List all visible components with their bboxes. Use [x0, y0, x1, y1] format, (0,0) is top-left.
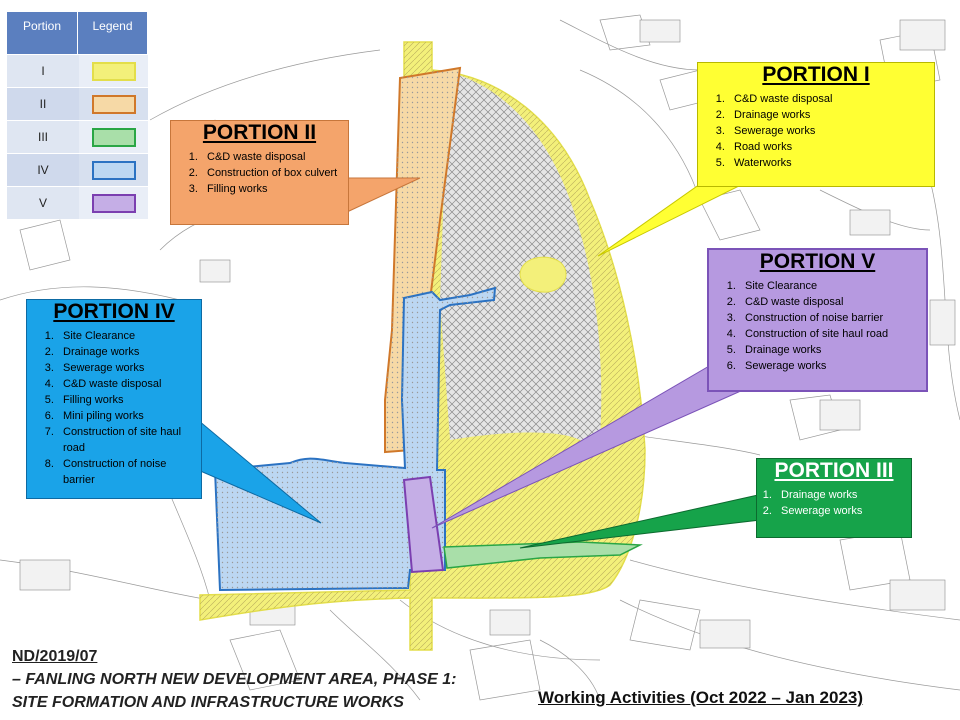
legend-row: [7, 120, 148, 153]
callout-portion-2: [170, 120, 349, 225]
list-item: 7. Construction of site haul road: [57, 424, 201, 456]
project-title-line-1: – FANLING NORTH NEW DEVELOPMENT AREA, PHASE 1:: [12, 671, 457, 688]
project-title-line-2: SITE FORMATION AND INFRASTRUCTURE WORKS: [12, 694, 404, 711]
list-item: 5. Drainage works: [739, 342, 926, 358]
list-item: 1. Site Clearance: [57, 328, 201, 344]
legend-row: [7, 54, 148, 87]
legend-row: [7, 87, 148, 120]
legend-row: [7, 153, 148, 186]
legend-label: III: [7, 121, 79, 153]
list-item: 5. Filling works: [57, 392, 201, 408]
list-item: 3. Sewerage works: [728, 123, 934, 139]
list-item: 3. Construction of noise barrier: [739, 310, 926, 326]
legend-row: [7, 186, 148, 219]
list-item: 3. Sewerage works: [57, 360, 201, 376]
working-activities-title: Working Activities (Oct 2022 – Jan 2023): [538, 688, 864, 707]
list-item: 2. C&D waste disposal: [739, 294, 926, 310]
list-item: 1. Drainage works: [775, 487, 911, 503]
callout-list: [709, 278, 926, 374]
list-item: 1. Site Clearance: [739, 278, 926, 294]
callout-portion-1: [697, 62, 935, 187]
list-item: 4. C&D waste disposal: [57, 376, 201, 392]
callout-title: PORTION I: [762, 63, 870, 86]
legend-table: [7, 12, 148, 219]
legend-swatch-portion-3: [92, 128, 136, 147]
callout-list: [698, 91, 934, 171]
callout-portion-4: [26, 299, 202, 499]
callout-portion-5: [707, 248, 928, 392]
callout-list: [171, 149, 348, 197]
callout-list: [757, 487, 911, 519]
legend-swatch-portion-4: [92, 161, 136, 180]
list-item: 8. Construction of noise barrier: [57, 456, 201, 488]
callout-title: PORTION II: [202, 121, 317, 144]
list-item: 6. Mini piling works: [57, 408, 201, 424]
list-item: 2. Drainage works: [728, 107, 934, 123]
legend-swatch-portion-1: [92, 62, 136, 81]
legend-swatch-portion-5: [92, 194, 136, 213]
callout-list: [27, 328, 201, 488]
list-item: 6. Sewerage works: [739, 358, 926, 374]
callout-title: PORTION III: [774, 459, 894, 482]
list-item: 2. Drainage works: [57, 344, 201, 360]
legend-swatch-portion-2: [92, 95, 136, 114]
callout-title: PORTION IV: [53, 300, 175, 323]
list-item: 2. Sewerage works: [775, 503, 911, 519]
legend-label: V: [7, 187, 79, 219]
legend-label: II: [7, 88, 79, 120]
list-item: 5. Waterworks: [728, 155, 934, 171]
legend-label: IV: [7, 154, 79, 186]
legend-header-legend: Legend: [78, 12, 148, 54]
list-item: 4. Road works: [728, 139, 934, 155]
list-item: 1. C&D waste disposal: [201, 149, 348, 165]
list-item: 3. Filling works: [201, 181, 348, 197]
callout-portion-3: [756, 458, 912, 538]
list-item: 4. Construction of site haul road: [739, 326, 926, 342]
callout-title: PORTION V: [759, 250, 876, 273]
list-item: 1. C&D waste disposal: [728, 91, 934, 107]
legend-header-portion: Portion: [7, 12, 78, 54]
contract-code: ND/2019/07: [12, 648, 98, 665]
legend-label: I: [7, 55, 79, 87]
list-item: 2. Construction of box culvert: [201, 165, 348, 181]
